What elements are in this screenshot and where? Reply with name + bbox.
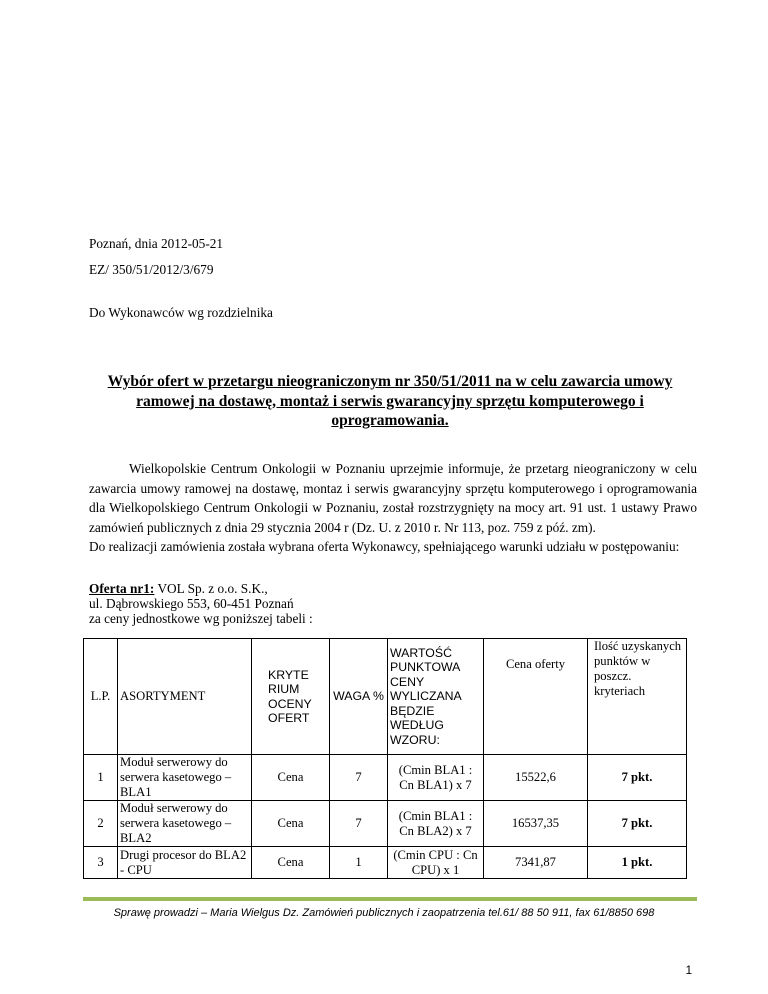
- page-number: 1: [685, 965, 692, 977]
- table-row: [84, 755, 687, 801]
- cell-wzor: (Cmin CPU : Cn CPU) x 1: [388, 847, 484, 879]
- offer-block: [89, 581, 313, 626]
- cell-kryterium: Cena: [252, 847, 330, 879]
- reference-number: EZ/ 350/51/2012/3/679: [89, 262, 214, 277]
- cell-lp: 2: [84, 801, 118, 847]
- header-asortyment: ASORTYMENT: [118, 639, 252, 755]
- cell-cena: 7341,87: [484, 847, 588, 879]
- table-row: [84, 847, 687, 879]
- cell-cena: 15522,6: [484, 755, 588, 801]
- cell-kryterium: Cena: [252, 801, 330, 847]
- offers-table: [83, 638, 687, 879]
- header-wzor: WARTOŚĆ PUNKTOWA CENY WYLICZANA BĘDZIE WEDŁUG WZORU:: [388, 639, 484, 755]
- cell-asortyment: Moduł serwerowy do serwera kasetowego – BLA2: [118, 801, 252, 847]
- cell-waga: 7: [330, 755, 388, 801]
- document-title: Wybór ofert w przetargu nieograniczonym nr 350/51/2011 na w celu zawarcia umowy ramowej na dostawę, montaż i serwis gwarancyjny sprzętu komputerowego i oprogramowania.: [107, 373, 673, 429]
- cell-waga: 1: [330, 847, 388, 879]
- paragraph-intro: Wielkopolskie Centrum Onkologii w Poznaniu uprzejmie informuje, że przetarg nieograniczony w celu zawarcia umowy ramowej na dostawę, montaz i serwis gwarancyjny sprzętu komputerowego i oprogramowania dla Wielkopolskiego Centrum Onkologii w Poznaniu, został rozstrzygnięty na mocy art. 91 ust. 1 ustawy Prawo zamówień publicznych z dnia 29 stycznia 2004 r (Dz. U. z 2010 r. Nr 113, poz. 759 z póź. zm).: [89, 461, 697, 535]
- offer-label: Oferta nr1:: [89, 581, 155, 596]
- cell-punkty: 1 pkt.: [588, 847, 687, 879]
- addressee: Do Wykonawców wg rozdzielnika: [89, 305, 273, 320]
- offer-line-1: [89, 581, 313, 596]
- cell-punkty: 7 pkt.: [588, 755, 687, 801]
- cell-wzor: (Cmin BLA1 : Cn BLA2) x 7: [388, 801, 484, 847]
- table-header-row: [84, 639, 687, 755]
- footer-contact: Sprawę prowadzi – Maria Wielgus Dz. Zamówień publicznych i zaopatrzenia tel.61/ 88 50 911, fax 61/8850 698: [113, 907, 655, 919]
- footer-divider: [83, 897, 697, 901]
- offer-address: ul. Dąbrowskiego 553, 60-451 Poznań: [89, 596, 294, 611]
- header-cena-oferty: Cena oferty: [484, 639, 588, 755]
- cell-punkty: 7 pkt.: [588, 801, 687, 847]
- paragraph-selection: Do realizacji zamówienia została wybrana oferta Wykonawcy, spełniającego warunki udziału w postępowaniu:: [89, 539, 680, 554]
- cell-lp: 3: [84, 847, 118, 879]
- header-lp: L.P.: [84, 639, 118, 755]
- header-waga: WAGA %: [330, 639, 388, 755]
- offer-company: VOL Sp. z o.o. S.K.,: [154, 581, 268, 596]
- cell-cena: 16537,35: [484, 801, 588, 847]
- cell-asortyment: Drugi procesor do BLA2 - CPU: [118, 847, 252, 879]
- cell-kryterium: Cena: [252, 755, 330, 801]
- table-row: [84, 801, 687, 847]
- cell-lp: 1: [84, 755, 118, 801]
- cell-waga: 7: [330, 801, 388, 847]
- date-line: Poznań, dnia 2012-05-21: [89, 236, 224, 251]
- header-kryterium: KRYTE RIUM OCENY OFERT: [252, 639, 330, 755]
- header-ilosc-punktow: Ilość uzyskanych punktów w poszcz. kryteriach: [588, 639, 687, 755]
- offer-note: za ceny jednostkowe wg poniższej tabeli :: [89, 611, 313, 626]
- cell-wzor: (Cmin BLA1 : Cn BLA1) x 7: [388, 755, 484, 801]
- cell-asortyment: Moduł serwerowy do serwera kasetowego – BLA1: [118, 755, 252, 801]
